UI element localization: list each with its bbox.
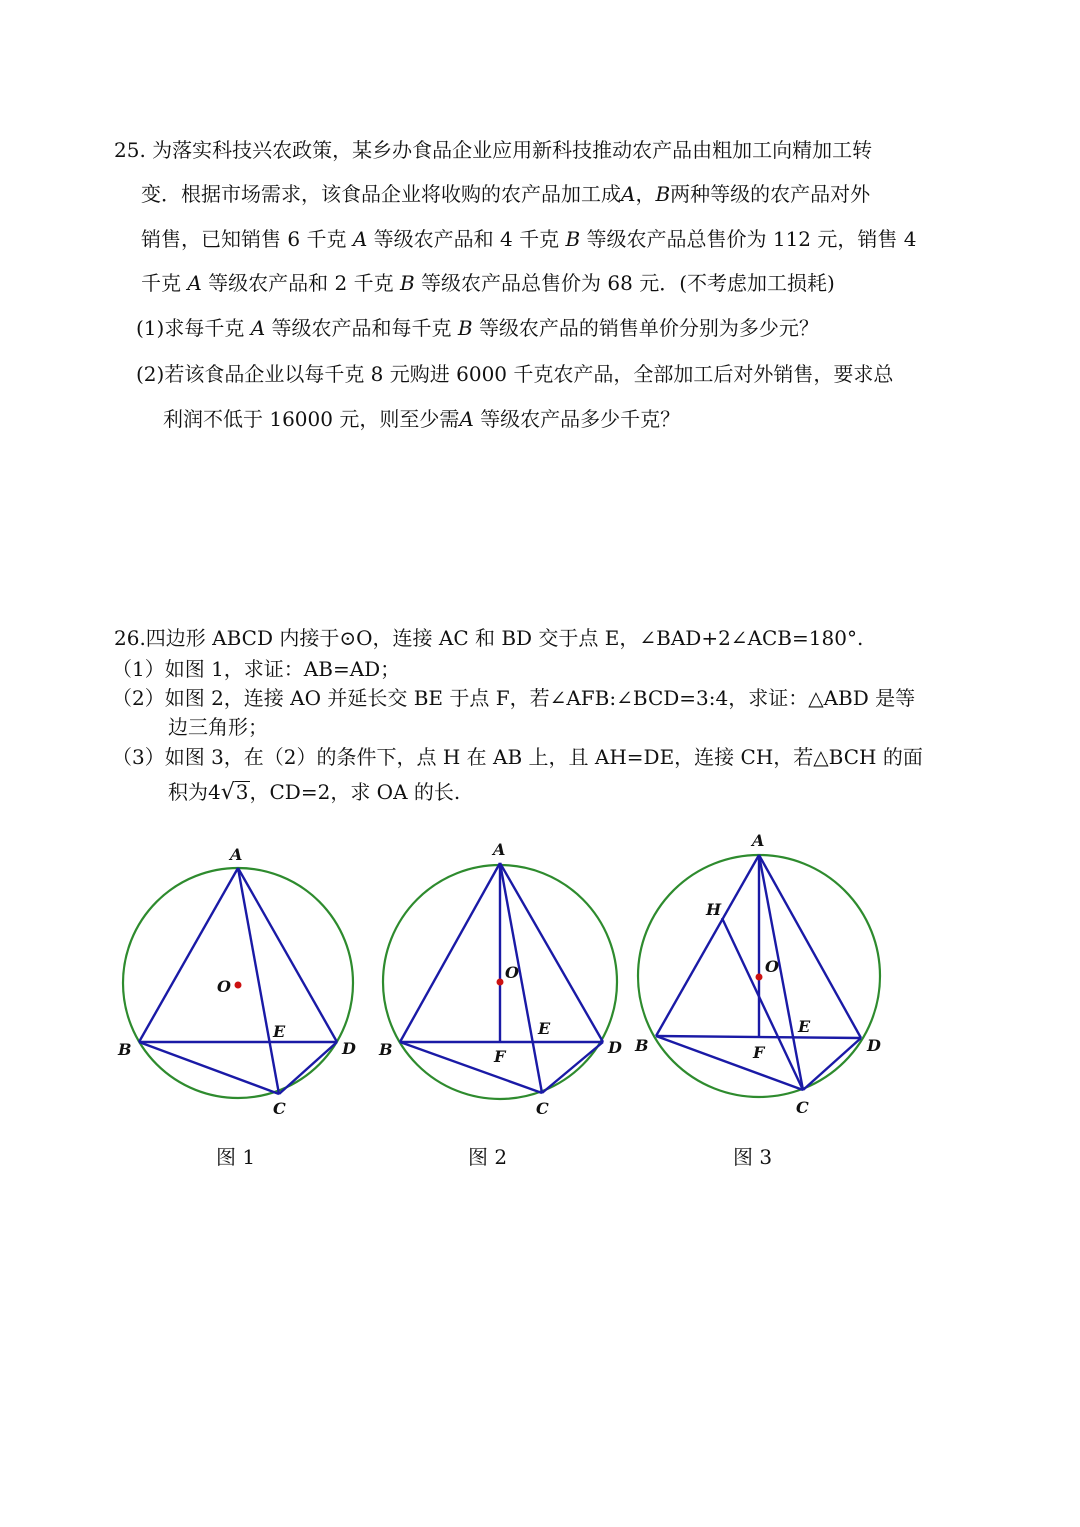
q25-text-2a: 变．根据市场需求，该食品企业将收购的农产品加工成 [141,182,621,206]
q26-p2-l2: 边三角形； [168,715,268,739]
q26-p3-l1: （3）如图 3，在（2）的条件下，点 H 在 AB 上，且 AH=DE，连接 CH，若△BCH 的面 [112,745,923,769]
caption-figure-3: 图 3 [733,1145,773,1169]
q25-p2-l2a: 利润不低于 16000 元，则至少需 [163,407,460,431]
label-a: A [493,840,506,859]
label-f: F [494,1047,506,1066]
var-b: B [655,182,671,206]
label-d: D [608,1038,622,1057]
center-point [235,982,242,989]
radicand: 3 [235,780,249,804]
label-d: D [342,1039,356,1058]
q26-p3-l2b: ，CD=2，求 OA 的长. [249,780,461,804]
center-point [497,979,504,986]
caption-figure-2: 图 2 [468,1145,508,1169]
label-c: C [796,1098,809,1117]
q25-part-2-line-1 [136,362,893,386]
label-b: B [379,1040,393,1059]
q25-p1-c: 等级农产品的销售单价分别为多少元？ [478,316,819,340]
segment-ab [656,855,759,1036]
q25-p2-l1: (2)若该食品企业以每千克 8 元购进 6000 千克农产品，全部加工后对外销售，要求总 [136,362,894,386]
var-a: A [187,271,202,295]
q25-text-3b: 等级农产品和 4 千克 [373,227,560,251]
label-a: A [230,845,243,864]
label-e: E [538,1019,551,1038]
q25-text-3a: 销售，已知销售 6 千克 [141,227,347,251]
q26-part-2-line-1 [112,686,915,710]
figure-1 [100,835,370,1135]
q25-text-4c: 等级农产品总售价为 68 元．(不考虑加工损耗) [421,271,835,295]
comma: ， [635,182,656,206]
q25-line-3 [141,227,916,251]
q25-p1-b: 等级农产品和每千克 [271,316,452,340]
caption-figure-1: 图 1 [216,1145,256,1169]
q26-part-2-line-2 [168,715,268,739]
label-e: E [273,1022,286,1041]
label-b: B [635,1036,649,1055]
q25-part-2-line-2 [163,407,680,431]
var-a: A [352,227,368,251]
radical-sign: √ [220,780,235,805]
q25-line-1 [114,138,872,162]
q25-number: 25. [114,138,146,162]
q25-p1-a: (1)求每千克 [136,316,245,340]
q26-p2-l1: （2）如图 2，连接 AO 并延长交 BE 于点 F，若∠AFB:∠BCD=3:4，求证：△ABD 是等 [112,686,916,710]
figure-2 [370,835,640,1135]
label-b: B [118,1040,132,1059]
q25-text-3c: 等级农产品总售价为 112 元，销售 4 [586,227,917,251]
radical-coefficient: 4 [208,780,221,804]
center-point [756,974,763,981]
q25-line-2 [141,182,870,206]
q26-part-3-line-2 [168,780,460,805]
q26-p1: （1）如图 1，求证：AB=AD； [112,657,401,681]
var-a: A [250,316,266,340]
label-c: C [536,1099,549,1118]
segment-ab [139,868,238,1042]
q25-text-4a: 千克 [141,271,181,295]
label-o: O [217,977,231,996]
label-h: H [706,900,722,919]
label-f: F [753,1043,765,1062]
q25-p2-l2b: 等级农产品多少千克？ [480,407,681,431]
segment-cd [279,1042,337,1094]
q25-line-4 [141,271,835,295]
segment-ab [400,863,500,1042]
var-b: B [457,316,473,340]
q25-part-1 [136,316,819,340]
q26-text-1: 26.四边形 ABCD 内接于⊙O，连接 AC 和 BD 交于点 E，∠BAD+2∠ACB=180°. [114,626,864,650]
q25-text-4b: 等级农产品和 2 千克 [208,271,394,295]
segment-ad [759,855,861,1038]
label-o: O [505,963,519,982]
q26-p3-l2a: 积为 [168,780,208,804]
label-a: A [752,831,765,850]
label-c: C [273,1099,286,1118]
figure-3 [625,825,900,1135]
q26-line-1 [114,626,863,650]
var-a: A [621,182,636,206]
segment-cd [542,1042,603,1093]
label-d: D [867,1036,881,1055]
var-a: A [459,407,474,431]
q26-part-1 [112,657,400,681]
var-b: B [399,271,415,295]
label-e: E [798,1017,811,1036]
q26-part-3-line-1 [112,745,923,769]
q25-text-2b: 两种等级的农产品对外 [670,182,871,206]
label-o: O [765,957,779,976]
q25-text-1: 为落实科技兴农政策，某乡办食品企业应用新科技推动农产品由粗加工向精加工转 [152,138,873,162]
var-b: B [565,227,581,251]
segment-cd [803,1038,861,1090]
